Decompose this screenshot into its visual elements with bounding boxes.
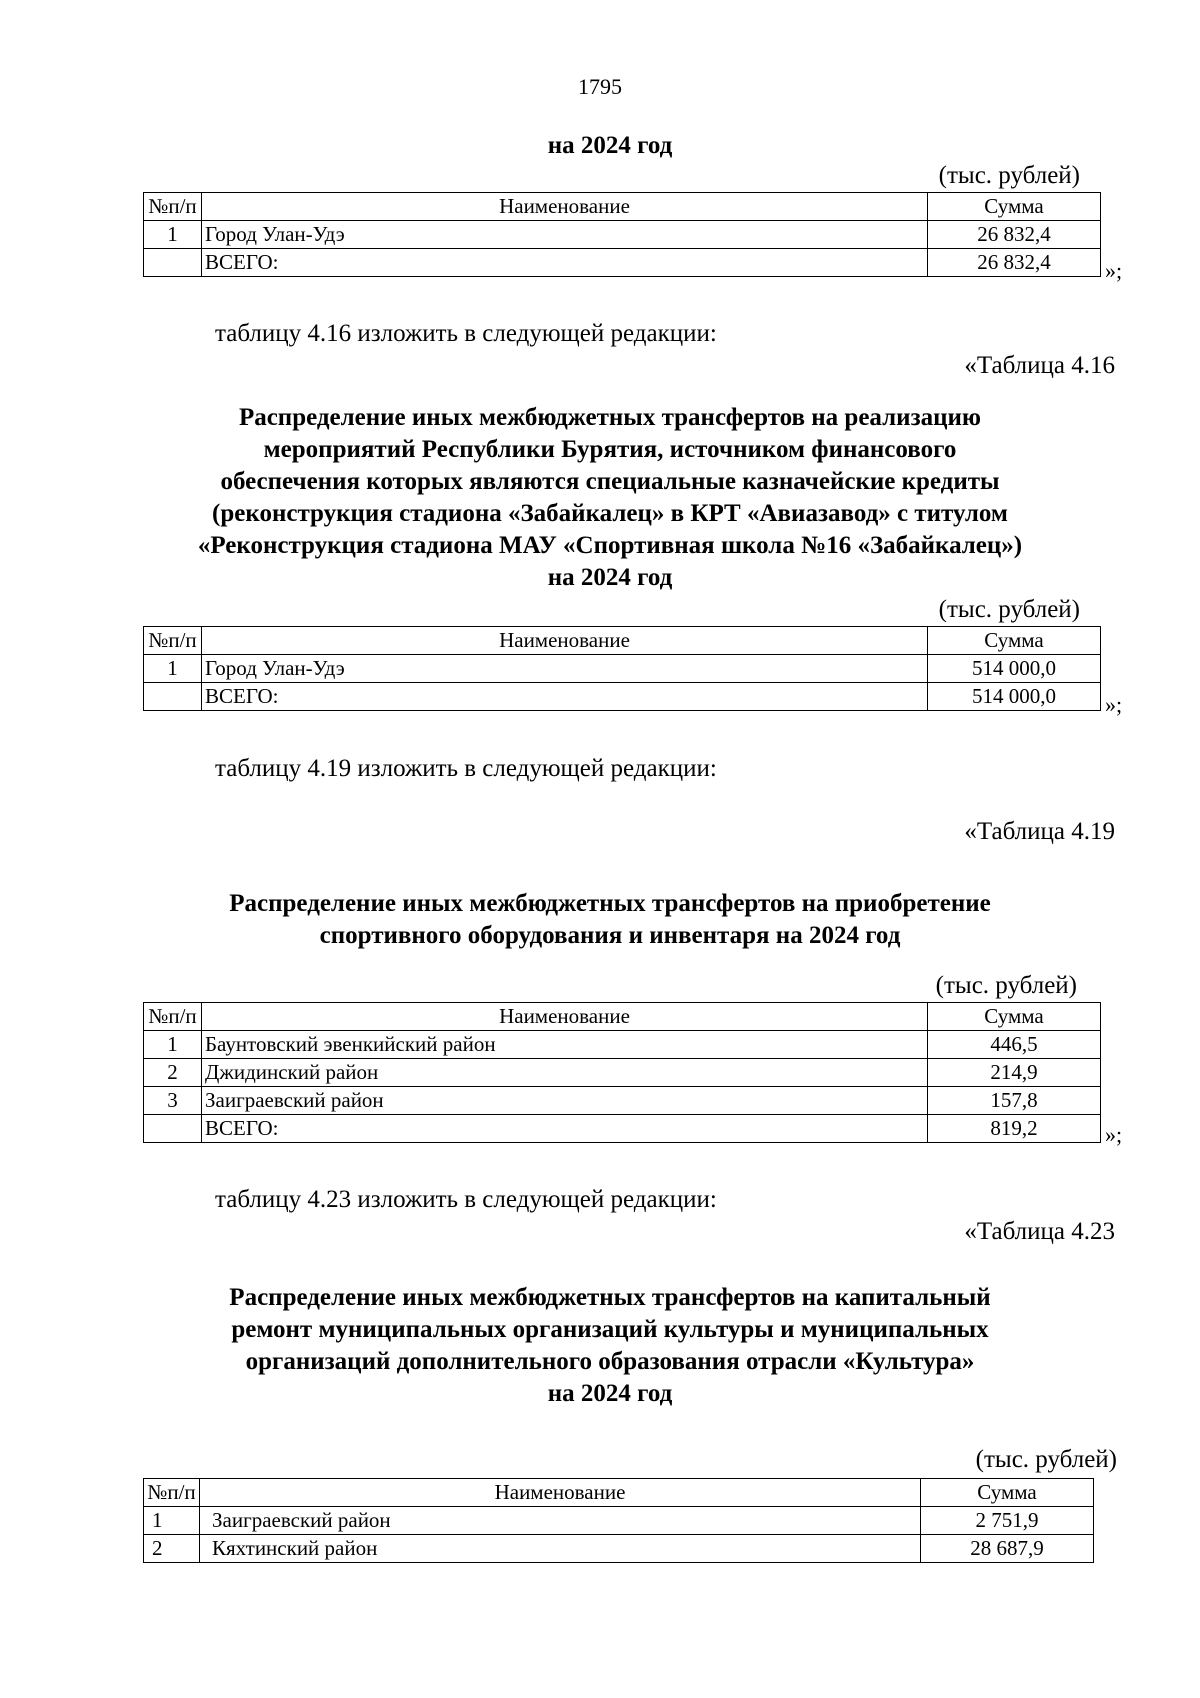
table-top <box>143 192 1101 277</box>
header-num: №п/п <box>144 627 202 655</box>
heading-line: «Реконструкция стадиона МАУ «Спортивная школа №16 «Забайкалец») <box>197 532 1023 559</box>
header-num: №п/п <box>144 1003 202 1031</box>
heading-line: Распределение иных межбюджетных трансфертов на капитальный <box>229 1284 991 1311</box>
row-sum: 214,9 <box>928 1059 1101 1087</box>
total-label: ВСЕГО: <box>202 1115 928 1143</box>
table-header-row <box>144 193 1101 221</box>
row-num: 2 <box>144 1059 202 1087</box>
table-header-row <box>144 627 1101 655</box>
header-num: №п/п <box>144 193 202 221</box>
row-sum: 514 000,0 <box>928 655 1101 683</box>
header-sum: Сумма <box>921 1479 1094 1507</box>
heading-line: спортивного оборудования и инвентаря на 2024 год <box>319 922 901 949</box>
closing-quote: »; <box>1105 692 1123 717</box>
heading-line: на 2024 год <box>547 1380 673 1407</box>
unit-label: (тыс. рублей) <box>975 1446 1117 1473</box>
row-num: 1 <box>144 655 202 683</box>
header-name: Наименование <box>200 1479 921 1507</box>
closing-quote: »; <box>1105 1122 1123 1147</box>
heading-4-23 <box>130 1282 1090 1410</box>
table-header-row <box>144 1479 1094 1507</box>
row-sum: 2 751,9 <box>921 1507 1094 1535</box>
header-num: №п/п <box>144 1479 200 1507</box>
table-row <box>144 1087 1101 1115</box>
closing-quote: »; <box>1105 258 1123 283</box>
unit-label: (тыс. рублей) <box>938 162 1080 189</box>
header-name: Наименование <box>202 1003 928 1031</box>
row-name: Кяхтинский район <box>200 1535 921 1563</box>
table-ref-4-16: «Таблица 4.16 <box>964 352 1115 379</box>
table-total-row <box>144 249 1101 277</box>
table-row <box>144 1507 1094 1535</box>
table-row <box>144 655 1101 683</box>
table-ref-4-23: «Таблица 4.23 <box>964 1218 1115 1245</box>
row-name: Баунтовский эвенкийский район <box>202 1031 928 1059</box>
intro-4-23: таблицу 4.23 изложить в следующей редакции: <box>215 1186 717 1213</box>
table-header-row <box>144 1003 1101 1031</box>
table-4-16 <box>143 626 1101 711</box>
table-4-19 <box>143 1002 1101 1143</box>
header-sum: Сумма <box>928 1003 1101 1031</box>
heading-line: Распределение иных межбюджетных трансфертов на приобретение <box>229 890 991 917</box>
total-label: ВСЕГО: <box>202 249 928 277</box>
row-sum: 28 687,9 <box>921 1535 1094 1563</box>
heading-line: (реконструкция стадиона «Забайкалец» в КРТ «Авиазавод» с титулом <box>212 500 1008 527</box>
total-sum: 819,2 <box>928 1115 1101 1143</box>
table-total-row <box>144 1115 1101 1143</box>
row-num: 2 <box>144 1535 200 1563</box>
intro-4-16: таблицу 4.16 изложить в следующей редакции: <box>215 320 717 347</box>
row-name: Город Улан-Удэ <box>202 221 928 249</box>
intro-4-19: таблицу 4.19 изложить в следующей редакции: <box>215 755 717 782</box>
heading-line: ремонт муниципальных организаций культуры и муниципальных <box>231 1316 989 1343</box>
header-name: Наименование <box>202 193 928 221</box>
unit-label: (тыс. рублей) <box>938 596 1080 623</box>
total-label: ВСЕГО: <box>202 683 928 711</box>
heading-line: организаций дополнительного образования отрасли «Культура» <box>245 1348 975 1375</box>
heading-line: Распределение иных межбюджетных трансфертов на реализацию <box>238 404 982 431</box>
row-name: Город Улан-Удэ <box>202 655 928 683</box>
heading-line: мероприятий Республики Бурятия, источником финансового <box>263 436 957 463</box>
header-sum: Сумма <box>928 627 1101 655</box>
row-sum: 446,5 <box>928 1031 1101 1059</box>
heading-line: на 2024 год <box>547 132 673 159</box>
heading-4-16 <box>130 402 1090 594</box>
row-name: Заиграевский район <box>200 1507 921 1535</box>
table-4-23 <box>143 1478 1094 1563</box>
total-sum: 26 832,4 <box>928 249 1101 277</box>
table-row <box>144 1535 1094 1563</box>
row-num: 3 <box>144 1087 202 1115</box>
row-num: 1 <box>144 221 202 249</box>
row-num: 1 <box>144 1031 202 1059</box>
table-total-row <box>144 683 1101 711</box>
header-name: Наименование <box>202 627 928 655</box>
row-name: Джидинский район <box>202 1059 928 1087</box>
total-num <box>144 249 202 277</box>
row-num: 1 <box>144 1507 200 1535</box>
row-sum: 26 832,4 <box>928 221 1101 249</box>
table-row <box>144 1059 1101 1087</box>
table-ref-4-19: «Таблица 4.19 <box>964 818 1115 845</box>
table-row <box>144 221 1101 249</box>
row-name: Заиграевский район <box>202 1087 928 1115</box>
total-num <box>144 1115 202 1143</box>
page-number: 1795 <box>578 74 622 99</box>
table-row <box>144 1031 1101 1059</box>
heading-line: обеспечения которых являются специальные казначейские кредиты <box>220 468 1000 495</box>
total-num <box>144 683 202 711</box>
heading-4-19 <box>130 888 1090 952</box>
row-sum: 157,8 <box>928 1087 1101 1115</box>
heading-line: на 2024 год <box>547 564 673 591</box>
unit-label: (тыс. рублей) <box>935 972 1077 999</box>
top-heading-tail <box>130 130 1090 162</box>
total-sum: 514 000,0 <box>928 683 1101 711</box>
header-sum: Сумма <box>928 193 1101 221</box>
